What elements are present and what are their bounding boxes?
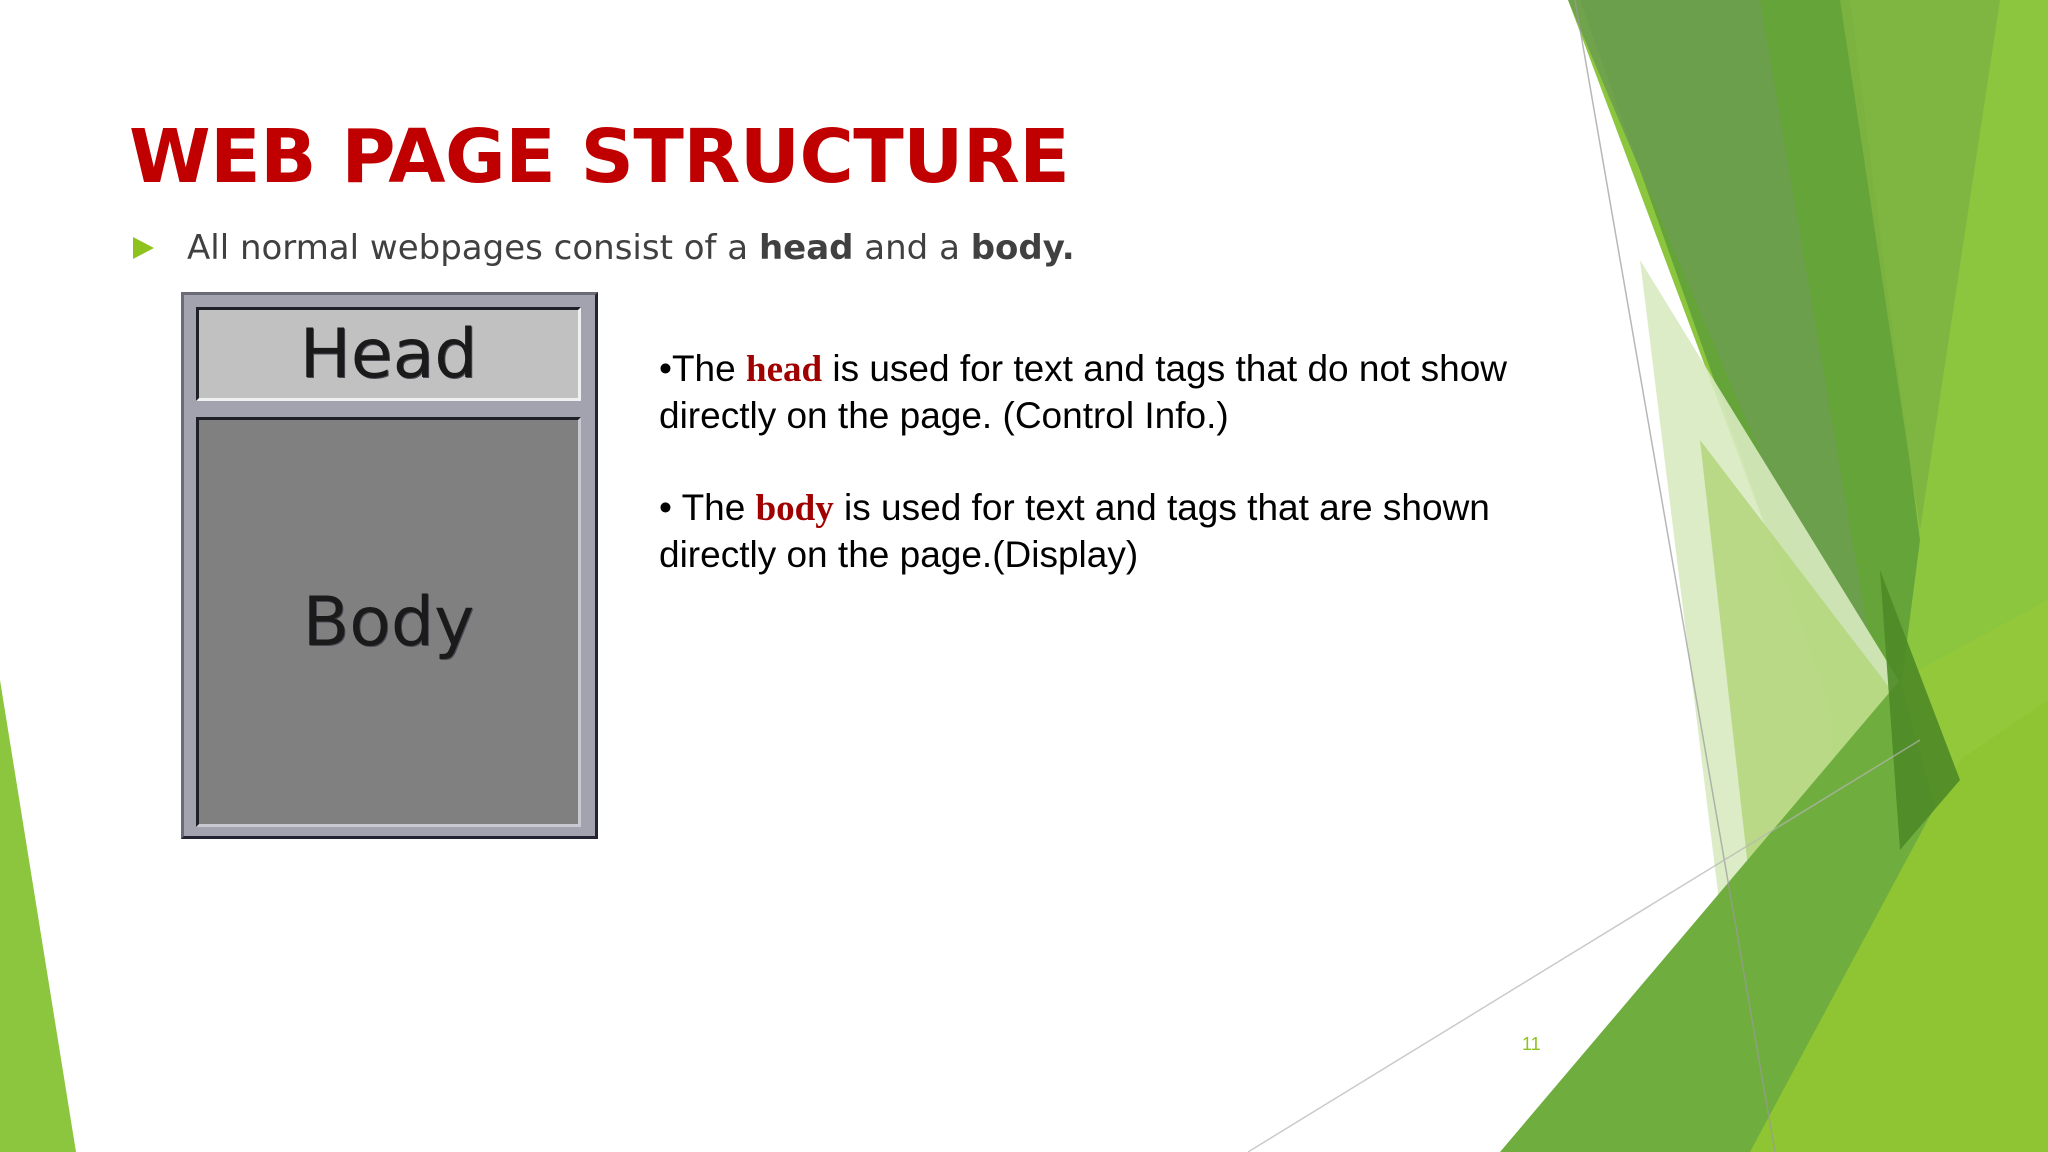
intro-bullet-text — [187, 228, 1075, 268]
body-section-box — [196, 417, 581, 827]
intro-text-prefix: All normal webpages consist of a — [187, 228, 759, 268]
intro-keyword-body: body — [970, 228, 1062, 268]
body-explanation — [659, 485, 1579, 578]
head-point-text: is used for text and tags that do not show directly on the page. (Control Info.) — [659, 348, 1507, 436]
head-section-box — [196, 307, 581, 401]
body-point-lead: • The — [659, 487, 756, 528]
body-keyword: body — [755, 488, 834, 529]
intro-text-suffix: . — [1061, 228, 1075, 268]
head-explanation — [659, 346, 1579, 439]
page-number: 11 — [1522, 1034, 1541, 1054]
slide-title: WEB PAGE STRUCTURE — [129, 114, 1070, 200]
body-box-label: Body — [302, 582, 475, 662]
head-keyword: head — [746, 349, 823, 390]
head-point-lead: •The — [659, 348, 746, 389]
intro-bullet — [133, 224, 1075, 272]
intro-text-middle: and a — [853, 228, 971, 268]
figure-frame — [184, 295, 595, 836]
head-box-label: Head — [299, 314, 478, 394]
page-structure-figure — [181, 292, 598, 839]
triangle-right-icon — [133, 237, 154, 259]
body-point-text: is used for text and tags that are shown directly on the page.(Display) — [659, 487, 1490, 575]
intro-keyword-head: head — [758, 228, 854, 268]
explanation-text — [659, 346, 1579, 578]
